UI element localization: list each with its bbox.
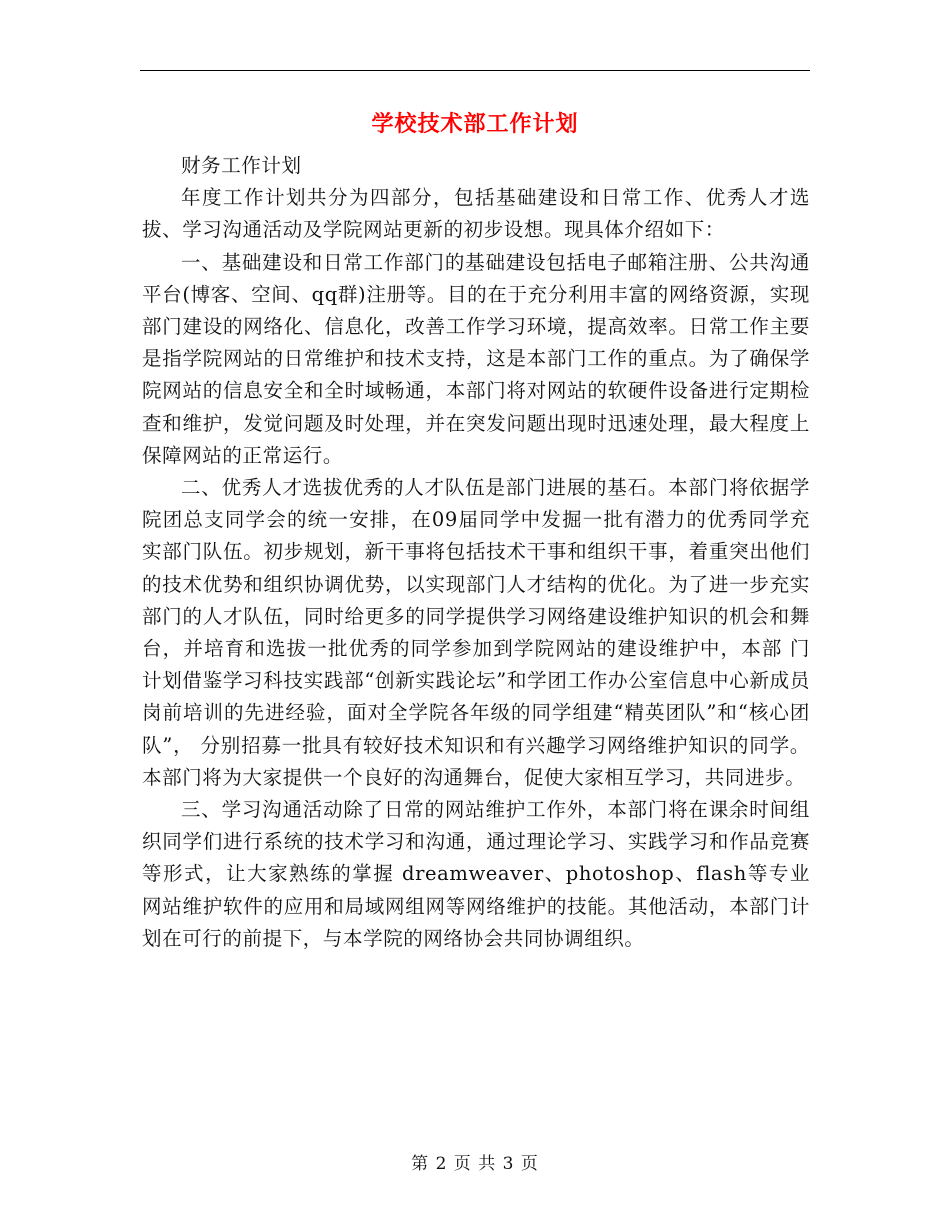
page-footer: 第 2 页 共 3 页	[411, 1154, 539, 1174]
paragraph-section-2: 二、优秀人才选拔优秀的人才队伍是部门进展的基石。本部门将依据学院团总支同学会的统一安排，在09届同学中发掘一批有潜力的优秀同学充实部门队伍。初步规划，新干事将包括技术干事和组织干事，着重突出他们的技术优势和组织协调优势，以实现部门人才结构的优化。为了进一步充实部门的人才队伍，同时给更多的同学提供学习网络建设维护知识的机会和舞台，并培育和选拔一批优秀的同学参加到学院网站的建设维护中，本部 门计划借鉴学习科技实践部“创新实践论坛”和学团工作办公室信息中心新成员岗前培训的先进经验，面对全学院各年级的同学组建“精英团队”和“核心团队”， 分别招募一批具有较好技术知识和有兴趣学习网络维护知识的同学。本部门将为大家提供一个良好的沟通舞台，促使大家相互学习，共同进步。	[142, 476, 810, 789]
paragraph-section-3: 三、学习沟通活动除了日常的网站维护工作外，本部门将在课余时间组织同学们进行系统的技术学习和沟通，通过理论学习、实践学习和作品竞赛等形式，让大家熟练的掌握 dreamweaver、photoshop、flash等专业网站维护软件的应用和局域网组网等网络维护的技能。其他活动，本部门计划在可行的前提下，与本学院的网络协会共同协调组织。	[142, 798, 810, 950]
paragraph-intro: 年度工作计划共分为四部分，包括基础建设和日常工作、优秀人才选拔、学习沟通活动及学院网站更新的初步设想。现具体介绍如下：	[142, 186, 810, 242]
paragraph-section-1: 一、基础建设和日常工作部门的基础建设包括电子邮箱注册、公共沟通平台(博客、空间、qq群)注册等。目的在于充分利用丰富的网络资源，实现部门建设的网络化、信息化，改善工作学习环境，提高效率。日常工作主要是指学院网站的日常维护和技术支持，这是本部门工作的重点。为了确保学院网站的信息安全和全时域畅通，本部门将对网站的软硬件设备进行定期检查和维护，发觉问题及时处理，并在突发问题出现时迅速处理，最大程度上保障网站的正常运行。	[142, 250, 810, 467]
paragraph-subtitle: 财务工作计划	[181, 154, 302, 177]
document-body	[142, 150, 810, 955]
document-title: 学校技术部工作计划	[371, 111, 579, 137]
header-rule	[140, 70, 810, 71]
